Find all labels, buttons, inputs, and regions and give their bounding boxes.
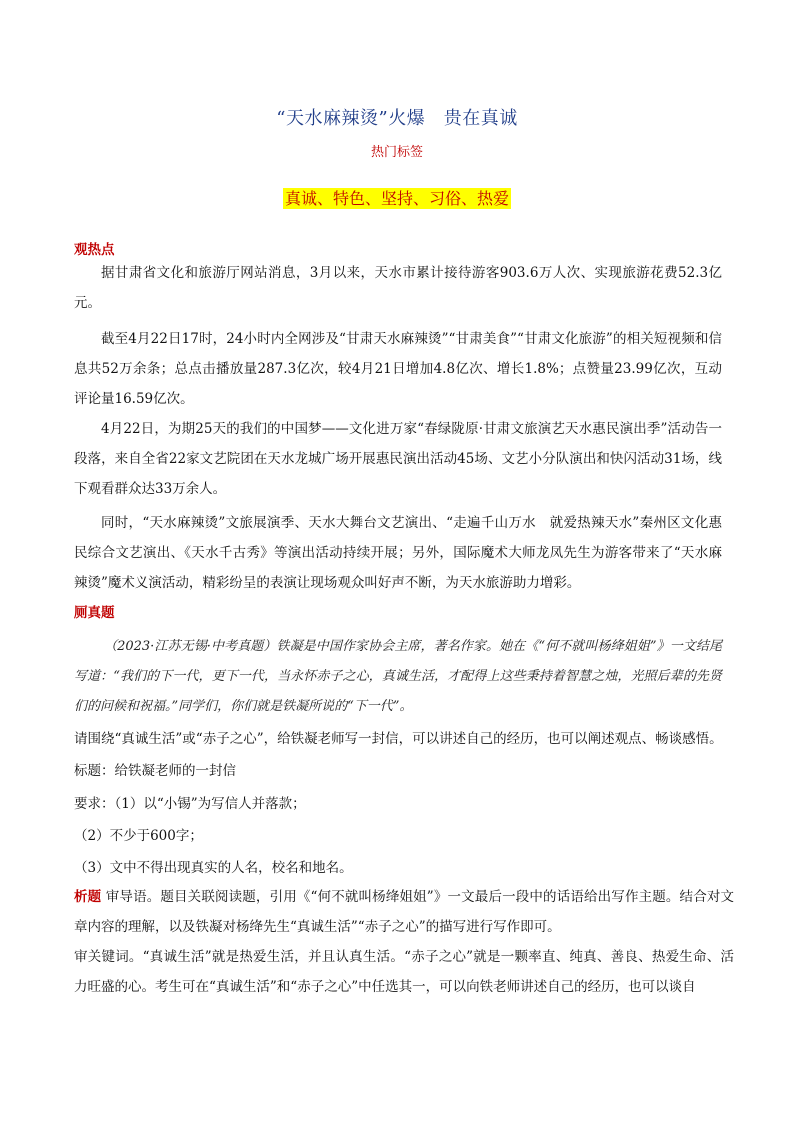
page-subtitle: 热门标签 bbox=[370, 145, 423, 160]
analysis-paragraph-2: 审关键词。“真诚生活”就是热爱生活，并且认真生活。“赤子之心”就是一颗率直、纯真、善良、热爱生命、活力旺盛的心。考生可在“真诚生活”和“赤子之心”中任选其一，可以向铁老师讲述自己的经历，也可以谈自 bbox=[74, 949, 734, 995]
analysis-tag: 析题 bbox=[74, 889, 102, 905]
hot-view-paragraph-3: 4月22日，为期25天的我们的中国梦——文化进万家“春绿陇原·甘肃文旅演艺天水惠民演出季”活动告一段落，来自全省22家文艺院团在天水龙城广场开展惠民演出活动45场、文艺小分队演出和快闪活动31场，线下观看群众达33万余人。 bbox=[74, 421, 722, 497]
hot-view-paragraph-1: 据甘肃省文化和旅游厅网站消息，3月以来，天水市累计接待游客903.6万人次、实现旅游花费52.3亿元。 bbox=[74, 265, 722, 311]
exam-task: 请围绕“真诚生活”或“赤子之心”，给铁凝老师写一封信，可以讲述自己的经历，也可以阐述观点、畅谈感悟。 bbox=[74, 731, 723, 747]
analysis-paragraph-1-text: 审导语。题目关联阅读题，引用《“何不就叫杨绛姐姐”》一文最后一段中的话语给出写作主题。结合对文章内容的理解，以及铁凝对杨绛先生“真诚生活”“赤子之心”的描写进行写作即可。 bbox=[74, 889, 735, 935]
exam-prompt: （2023·江苏无锡·中考真题）铁凝是中国作家协会主席，著名作家。她在《“何不就叫杨绛姐姐”》一文结尾写道：“我们的下一代，更下一代，当永怀赤子之心，真诚生活，才配得上这些秉持着智慧之烛，光照后辈的先贤们的问候和祝福。”同学们，你们就是铁凝所说的“下一代”。 bbox=[74, 639, 722, 714]
hot-tags-text: 真诚、特色、坚持、习俗、热爱 bbox=[284, 189, 509, 208]
exam-requirement-3: （3）文中不得出现真实的人名，校名和地名。 bbox=[74, 860, 353, 876]
exam-requirement-1: 要求：（1）以“小锡”为写信人并落款； bbox=[74, 796, 306, 812]
analysis-paragraph-1 bbox=[74, 882, 734, 942]
page-title: “天水麻辣烫”火爆 贵在真诚 bbox=[276, 108, 518, 129]
hot-tags bbox=[0, 186, 794, 209]
hot-view-paragraph-4: 同时，“天水麻辣烫”文旅展演季、天水大舞台文艺演出、“走遍千山万水 就爱热辣天水”秦州区文化惠民综合文艺演出、《天水千古秀》等演出活动持续开展；另外，国际魔术大师龙凤先生为游客带来了“天水麻辣烫”魔术义演活动，精彩纷呈的表演让现场观众叫好声不断，为天水旅游助力增彩。 bbox=[74, 515, 722, 591]
section-label-hot-view: 观热点 bbox=[74, 242, 115, 258]
exam-requirement-2: （2）不少于600字； bbox=[74, 828, 203, 844]
exam-heading: 标题：给铁凝老师的一封信 bbox=[74, 763, 236, 779]
section-label-past-exam: 厕真题 bbox=[74, 605, 115, 621]
hot-view-paragraph-2: 截至4月22日17时，24小时内全网涉及“甘肃天水麻辣烫”“甘肃美食”“甘肃文化旅游”的相关短视频和信息共52万余条；总点击播放量287.3亿次，较4月21日增加4.8亿次、增长1.8%；点赞量23.99亿次，互动评论量16.59亿次。 bbox=[74, 331, 722, 407]
